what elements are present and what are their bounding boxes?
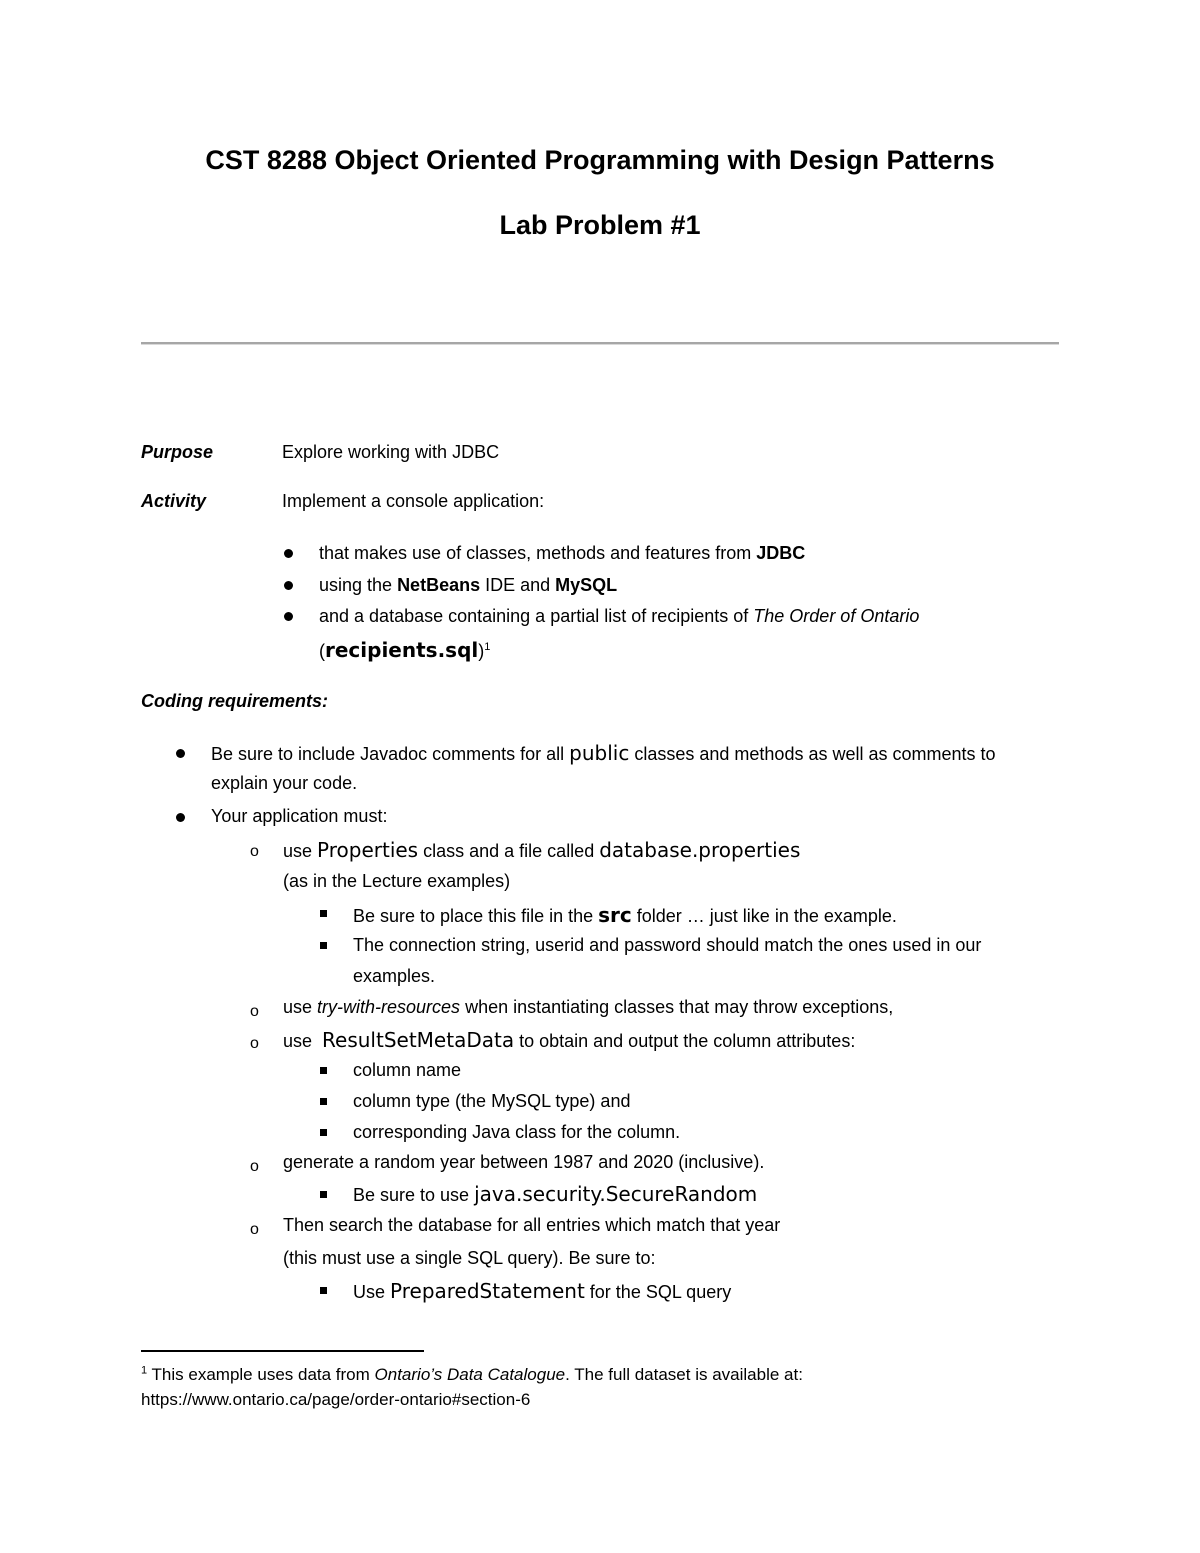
bullet-dot — [284, 581, 293, 590]
sub-sub-item-securerandom: Be sure to use java.security.SecureRandom — [353, 1182, 758, 1206]
purpose-text: Explore working with JDBC — [282, 442, 500, 462]
bullet-square — [320, 910, 327, 917]
coding-requirements-heading: Coding requirements: — [141, 691, 329, 711]
sub-sub-item-connection: The connection string, userid and password should match the ones used in our — [353, 935, 982, 955]
activity-item: that makes use of classes, methods and features from JDBC — [319, 543, 806, 563]
footnote-separator — [141, 1350, 424, 1352]
coding-bullet-javadoc: Be sure to include Javadoc comments for all public classes and methods as well as comments to — [211, 741, 996, 765]
bullet-dot — [284, 549, 293, 558]
coding-bullet-javadoc-continuation: explain your code. — [211, 773, 358, 793]
sub-sub-item-column-type: column type (the MySQL type) and — [353, 1091, 631, 1111]
bullet-circle: o — [250, 843, 259, 860]
bullet-circle: o — [250, 1003, 259, 1020]
bullet-square — [320, 1067, 327, 1074]
activity-text: Implement a console application: — [282, 491, 545, 511]
bullet-dot — [284, 612, 293, 621]
activity-item: using the NetBeans IDE and MySQL — [319, 575, 618, 595]
footnote-reference: 1 — [484, 641, 491, 653]
bullet-square — [320, 1287, 327, 1294]
bullet-dot — [176, 749, 185, 758]
bullet-circle: o — [250, 1035, 259, 1052]
footnote-url[interactable]: https://www.ontario.ca/page/order-ontario#section-6 — [141, 1390, 531, 1409]
sub-item-resultsetmetadata: use ResultSetMetaData to obtain and output the column attributes: — [283, 1028, 856, 1052]
sub-item-properties: use Properties class and a file called database.properties — [283, 838, 801, 862]
horizontal-divider — [141, 342, 1059, 345]
footnote-text: $^1$ This example uses data from Ontario’s Data Catalogue. The full dataset is available at: — [141, 1364, 803, 1384]
document-title: CST 8288 Object Oriented Programming with Design Patterns — [205, 145, 995, 175]
sub-sub-item-java-class: corresponding Java class for the column. — [353, 1122, 681, 1142]
bullet-square — [320, 1129, 327, 1136]
activity-item-continuation: (recipients.sql)$^1$ — [319, 638, 491, 662]
document-subtitle: Lab Problem #1 — [499, 210, 701, 240]
sub-sub-item-src: Be sure to place this file in the src folder … just like in the example. — [353, 903, 897, 927]
coding-bullet-application: Your application must: — [211, 806, 388, 826]
bullet-square — [320, 942, 327, 949]
sub-item-try-with-resources: use try-with-resources when instantiating classes that may throw exceptions, — [283, 997, 894, 1017]
sub-item-properties-continuation: (as in the Lecture examples) — [283, 871, 511, 891]
bullet-square — [320, 1098, 327, 1105]
sub-sub-item-column-name: column name — [353, 1060, 462, 1080]
sub-item-random-year: generate a random year between 1987 and 2020 (inclusive). — [283, 1152, 765, 1172]
bullet-dot — [176, 813, 185, 822]
sub-sub-item-connection-continuation: examples. — [353, 966, 436, 986]
sub-item-search-continuation: (this must use a single SQL query). Be sure to: — [283, 1248, 656, 1268]
activity-label: Activity — [141, 491, 207, 511]
bullet-square — [320, 1191, 327, 1198]
bullet-circle: o — [250, 1158, 259, 1175]
sub-item-search: Then search the database for all entries which match that year — [283, 1215, 781, 1235]
activity-item: and a database containing a partial list of recipients of The Order of Ontario — [319, 606, 920, 626]
sub-sub-item-preparedstatement: Use PreparedStatement for the SQL query — [353, 1279, 732, 1303]
purpose-label: Purpose — [141, 442, 214, 462]
bullet-circle: o — [250, 1221, 259, 1238]
